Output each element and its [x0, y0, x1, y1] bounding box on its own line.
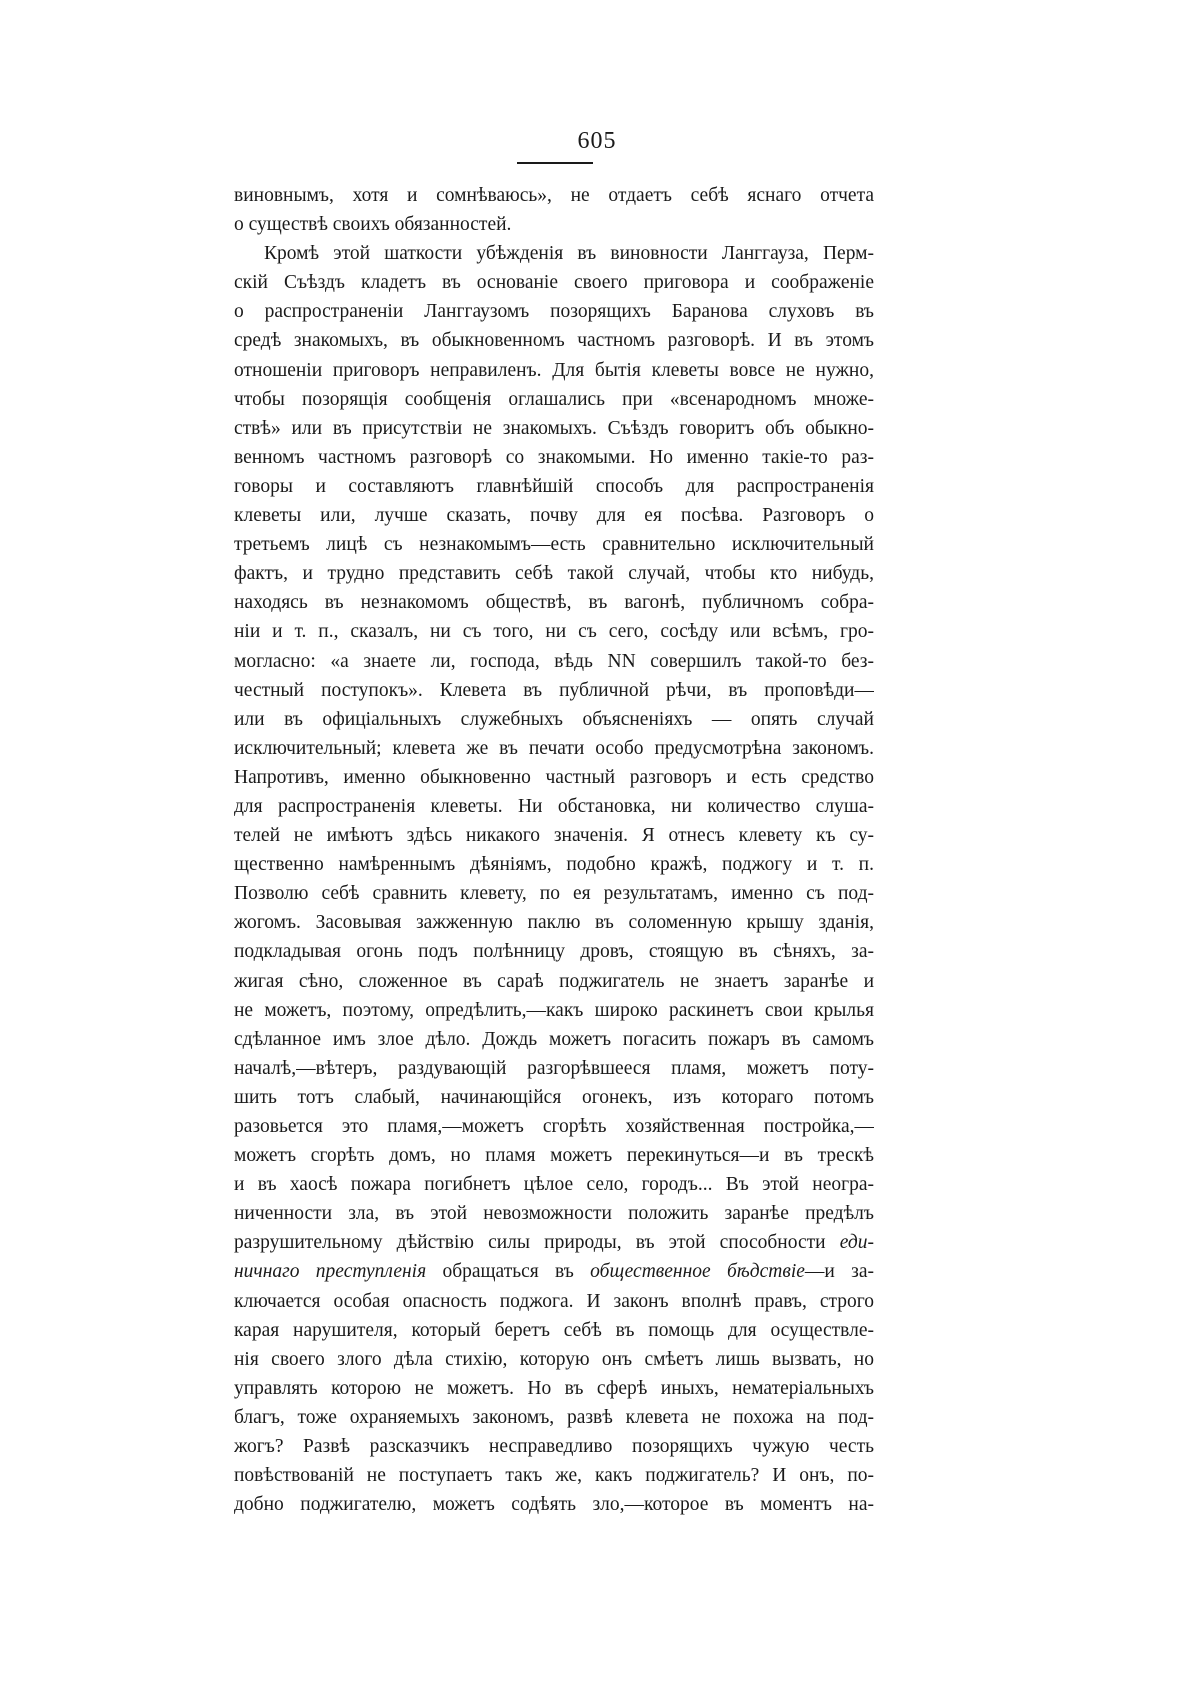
text-line: добно поджигателю, можетъ содѣять зло,—которое въ моментъ на- [234, 1494, 874, 1516]
text-line: Напротивъ, именно обыкновенно частный разговоръ и есть средство [234, 766, 874, 788]
text-line: венномъ частномъ разговорѣ со знакомыми. Но именно такіе-то раз- [234, 446, 874, 468]
italic-phrase: общественное бѣдствіе [590, 1261, 805, 1283]
text-line: чтобы позорящія сообщенія оглашались при «всенародномъ множе- [234, 388, 874, 410]
text-line: ствѣ» или въ присутствіи не знакомыхъ. Съѣздъ говоритъ объ обыкно- [234, 417, 874, 439]
text-line: для распространенія клеветы. Ни обстановка, ни количество слуша- [234, 795, 874, 817]
text-line: жогъ? Развѣ разсказчикъ несправедливо позорящихъ чужую честь [234, 1436, 874, 1458]
text-line: управлять которою не можетъ. Но въ сферѣ иныхъ, нематеріальныхъ [234, 1377, 874, 1399]
text-line: третьемъ лицѣ съ незнакомымъ—есть сравнительно исключительный [234, 534, 874, 556]
text-line: сдѣланное имъ злое дѣло. Дождь можетъ погасить пожаръ въ самомъ [234, 1028, 874, 1050]
text-line: благъ, тоже охраняемыхъ закономъ, развѣ клевета не похожа на под- [234, 1406, 874, 1428]
text-line: честный поступокъ». Клевета въ публичной рѣчи, въ проповѣди— [234, 679, 874, 701]
text-line: разовьется это пламя,—можетъ сгорѣть хозяйственная постройка,— [234, 1116, 874, 1137]
text-line: Позволю себѣ сравнить клевету, по ея результатамъ, именно съ под- [234, 883, 874, 905]
text-line: не можетъ, поэтому, опредѣлить,—какъ широко раскинетъ свои крылья [234, 999, 874, 1021]
text-segment: —и за- [804, 1261, 874, 1283]
text-line: о существѣ своихъ обязанностей. [234, 214, 512, 236]
italic-phrase: ничнаго преступленія [234, 1261, 427, 1283]
text-line: исключительный; клевета же въ печати особо предусмотрѣна закономъ. [234, 737, 874, 759]
text-segment: разрушительному дѣйствію силы природы, въ этой способности [234, 1232, 840, 1254]
italic-phrase: еди- [839, 1232, 874, 1254]
body-text [234, 181, 874, 1519]
text-segment: обращаться въ [426, 1261, 591, 1283]
text-line [234, 1228, 874, 1257]
page-number-rule [517, 162, 593, 164]
text-line: жигая сѣно, сложенное въ сараѣ поджигатель не знаетъ заранѣе и [234, 970, 874, 992]
page-number: 605 [577, 128, 617, 154]
text-line: карая нарушителя, который беретъ себѣ въ помощь для осуществле- [234, 1319, 874, 1341]
text-line: началѣ,—вѣтеръ, раздувающій разгорѣвшееся пламя, можетъ поту- [234, 1057, 874, 1079]
text-line: и въ хаосѣ пожара погибнетъ цѣлое село, городъ... Въ этой неогра- [234, 1174, 874, 1196]
text-line: ключается особая опасность поджога. И законъ вполнѣ правъ, строго [234, 1290, 874, 1312]
text-line: отношеніи приговоръ неправиленъ. Для бытія клеветы вовсе не нужно, [234, 359, 874, 381]
text-line: нія своего злого дѣла стихію, которую онъ смѣетъ лишь вызвать, но [234, 1348, 874, 1370]
text-line: скій Съѣздъ кладетъ въ основаніе своего приговора и соображеніе [234, 272, 874, 294]
text-line: или въ офиціальныхъ служебныхъ объясненіяхъ — опять случай [234, 708, 874, 730]
text-line: ніи и т. п., сказалъ, ни съ того, ни съ сего, сосѣду или всѣмъ, гро- [234, 621, 874, 643]
text-line: средѣ знакомыхъ, въ обыкновенномъ частномъ разговорѣ. И въ этомъ [234, 330, 874, 352]
text-line: клеветы или, лучше сказать, почву для ея посѣва. Разговоръ о [234, 505, 874, 527]
text-line: о распространеніи Ланггаузомъ позорящихъ Баранова слуховъ въ [234, 301, 874, 323]
text-line: можетъ сгорѣть домъ, но пламя можетъ перекинуться—и въ трескѣ [234, 1145, 874, 1167]
text-line: повѣствованій не поступаетъ такъ же, какъ поджигатель? И онъ, по- [234, 1465, 874, 1487]
text-line: ниченности зла, въ этой невозможности положить заранѣе предѣлъ [234, 1203, 874, 1225]
text-line: подкладывая огонь подъ полѣнницу дровъ, стоящую въ сѣняхъ, за- [234, 941, 874, 963]
text-line: виновнымъ, хотя и сомнѣваюсь», не отдаетъ себѣ яснаго отчета [234, 185, 874, 206]
text-line: шить тотъ слабый, начинающійся огонекъ, изъ котораго потомъ [234, 1086, 874, 1108]
text-line: могласно: «а знаете ли, господа, вѣдь NN совершилъ такой-то без- [234, 650, 874, 672]
text-line: говоры и составляютъ главнѣйшій способъ для распространенія [234, 475, 874, 497]
text-line: находясь въ незнакомомъ обществѣ, въ вагонѣ, публичномъ собра- [234, 592, 874, 614]
text-line: жогомъ. Засовывая зажженную паклю въ соломенную крышу зданія, [234, 912, 874, 934]
text-line [234, 1257, 874, 1286]
text-line: фактъ, и трудно представить себѣ такой случай, чтобы кто нибудь, [234, 563, 874, 585]
text-line: щественно намѣреннымъ дѣяніямъ, подобно кражѣ, поджогу и т. п. [234, 854, 874, 876]
text-line: Кромѣ этой шаткости убѣжденія въ виновности Ланггауза, Перм- [264, 243, 874, 265]
text-line: телей не имѣютъ здѣсь никакого значенія. Я отнесъ клевету къ су- [234, 825, 874, 847]
